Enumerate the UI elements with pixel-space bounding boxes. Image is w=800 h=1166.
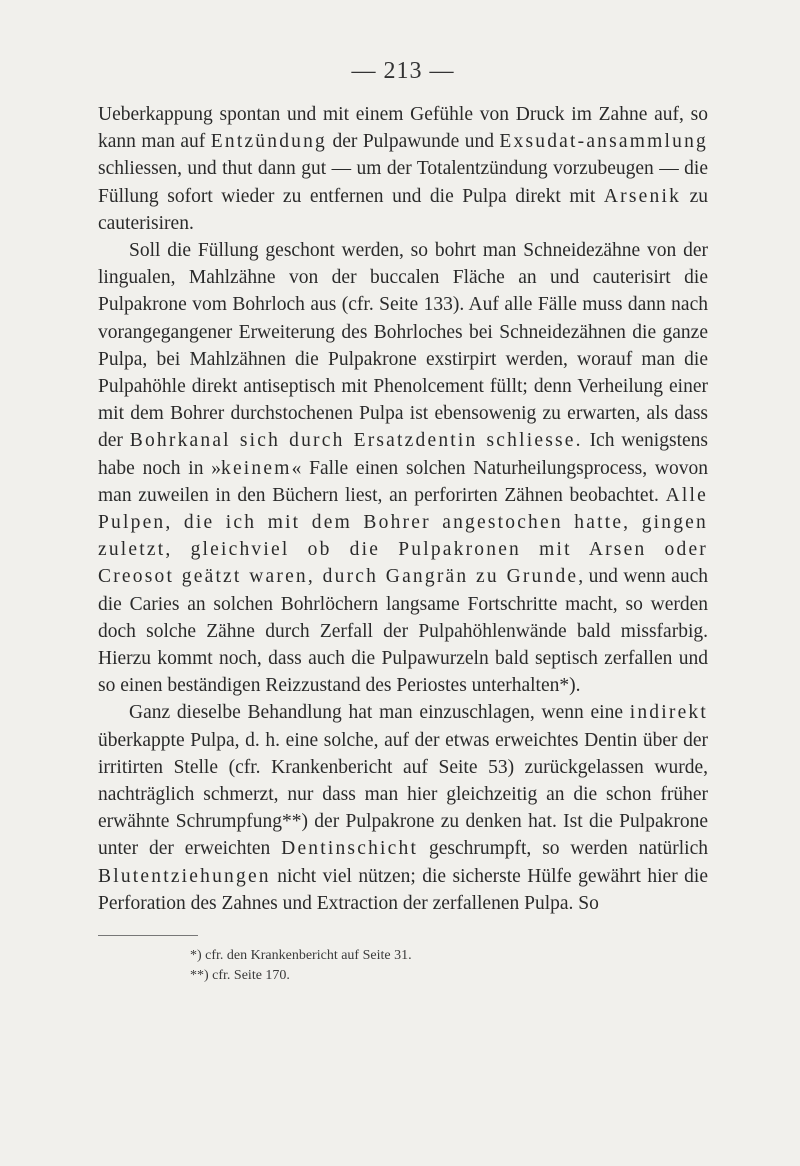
paragraph xyxy=(98,699,708,917)
footnote: **) cfr. Seite 170. xyxy=(190,968,290,984)
paragraph-text: , und wenn auch die Caries an solchen Bohrlöchern langsame Fortschritte macht, so werden doch solche Zähne durch Zerfall der Pulpahöhlenwände bald missfarbig. Hierzu kommt noch, dass auch die Pulpawurzeln bald septisch zerfallen und so einen beständigen Reizzustand des Periostes unterhalten*). xyxy=(98,566,708,697)
paragraph-text: Soll die Füllung geschont werden, so bohrt man Schneidezähne von der lingualen, Mahlzähne von der buccalen Fläche an und cauterisirt die Pulpakrone vom Bohrloch aus (cfr. Seite 133). Auf alle Fälle muss dann nach vorangegangener Erweiterung des Bohrloches bei Schneidezähnen die ganze Pulpa, bei Mahlzähnen die Pulpakrone exstirpirt werden, worauf man die Pulpahöhle direkt antiseptisch mit Phenolcement füllt; denn Verheilung einer mit dem Bohrer durchstochenen Pulpa ist ebensowenig zu erwarten, als dass der xyxy=(98,240,708,452)
paragraph-text: zu cauterisiren. xyxy=(98,185,709,234)
spaced-emphasis-text: Dentinschicht xyxy=(281,838,419,860)
paragraph-text: Ueberkappung spontan und mit einem Gefühle von Druck im Zahne auf, so kann man auf xyxy=(98,104,708,153)
footnote-divider xyxy=(98,935,198,936)
footnotes xyxy=(98,946,708,986)
footnote: *) cfr. den Krankenbericht auf Seite 31. xyxy=(190,948,412,964)
paragraph-text: Ich wenigstens habe noch in » xyxy=(98,430,708,479)
paragraph-text: « Falle einen solchen Naturheilungsprocess, wovon man zuweilen in den Büchern liest, an perforirten Zähnen beobachtet. xyxy=(98,457,708,506)
spaced-emphasis-text: Blutentziehungen xyxy=(98,865,271,887)
spaced-emphasis-text: Alle Pulpen, die ich mit dem Bohrer angestochen hatte, gingen zuletzt, gleichviel ob die Pulpakronen mit Arsen oder Creosot geätzt waren, durch Gangrän zu Grunde xyxy=(98,484,708,588)
paragraph-text: überkappte Pulpa, d. h. eine solche, auf der etwas erweichtes Dentin über der irritirten Stelle (cfr. Krankenbericht auf Seite 53) zurückgelassen wurde, nachträglich schmerzt, nur dass man hier gleichzeitig an die schon früher erwähnte Schrumpfung**) der Pulpakrone zu denken hat. Ist die Pulpakrone unter der erweichten xyxy=(98,729,708,860)
spaced-emphasis-text: Arsenik xyxy=(603,185,682,207)
paragraph xyxy=(98,237,708,699)
paragraph-text: der Pulpawunde und xyxy=(327,131,500,153)
spaced-emphasis-text: Exsudat-ansammlung xyxy=(499,131,708,153)
spaced-emphasis-text: indirekt xyxy=(629,702,708,724)
paragraph xyxy=(98,101,708,237)
paragraph-text: geschrumpft, so werden natürlich xyxy=(418,838,708,860)
spaced-emphasis-text: keinem xyxy=(221,457,292,479)
paragraph-text: schliessen, und thut dann gut — um der Totalentzündung vorzubeugen — die Füllung sofort wieder zu entfernen und die Pulpa direkt mit xyxy=(98,158,708,207)
body-text xyxy=(98,101,708,917)
spaced-emphasis-text: Entzündung xyxy=(210,131,327,153)
paragraph-text: nicht viel nützen; die sicherste Hülfe gewährt hier die Perforation des Zahnes und Extraction der zerfallenen Pulpa. So xyxy=(98,865,708,914)
spaced-emphasis-text: Bohrkanal sich durch Ersatzdentin schliesse. xyxy=(129,430,583,452)
paragraph-text: Ganz dieselbe Behandlung hat man einzuschlagen, wenn eine xyxy=(129,702,630,724)
page-number: — 213 — xyxy=(351,58,455,84)
